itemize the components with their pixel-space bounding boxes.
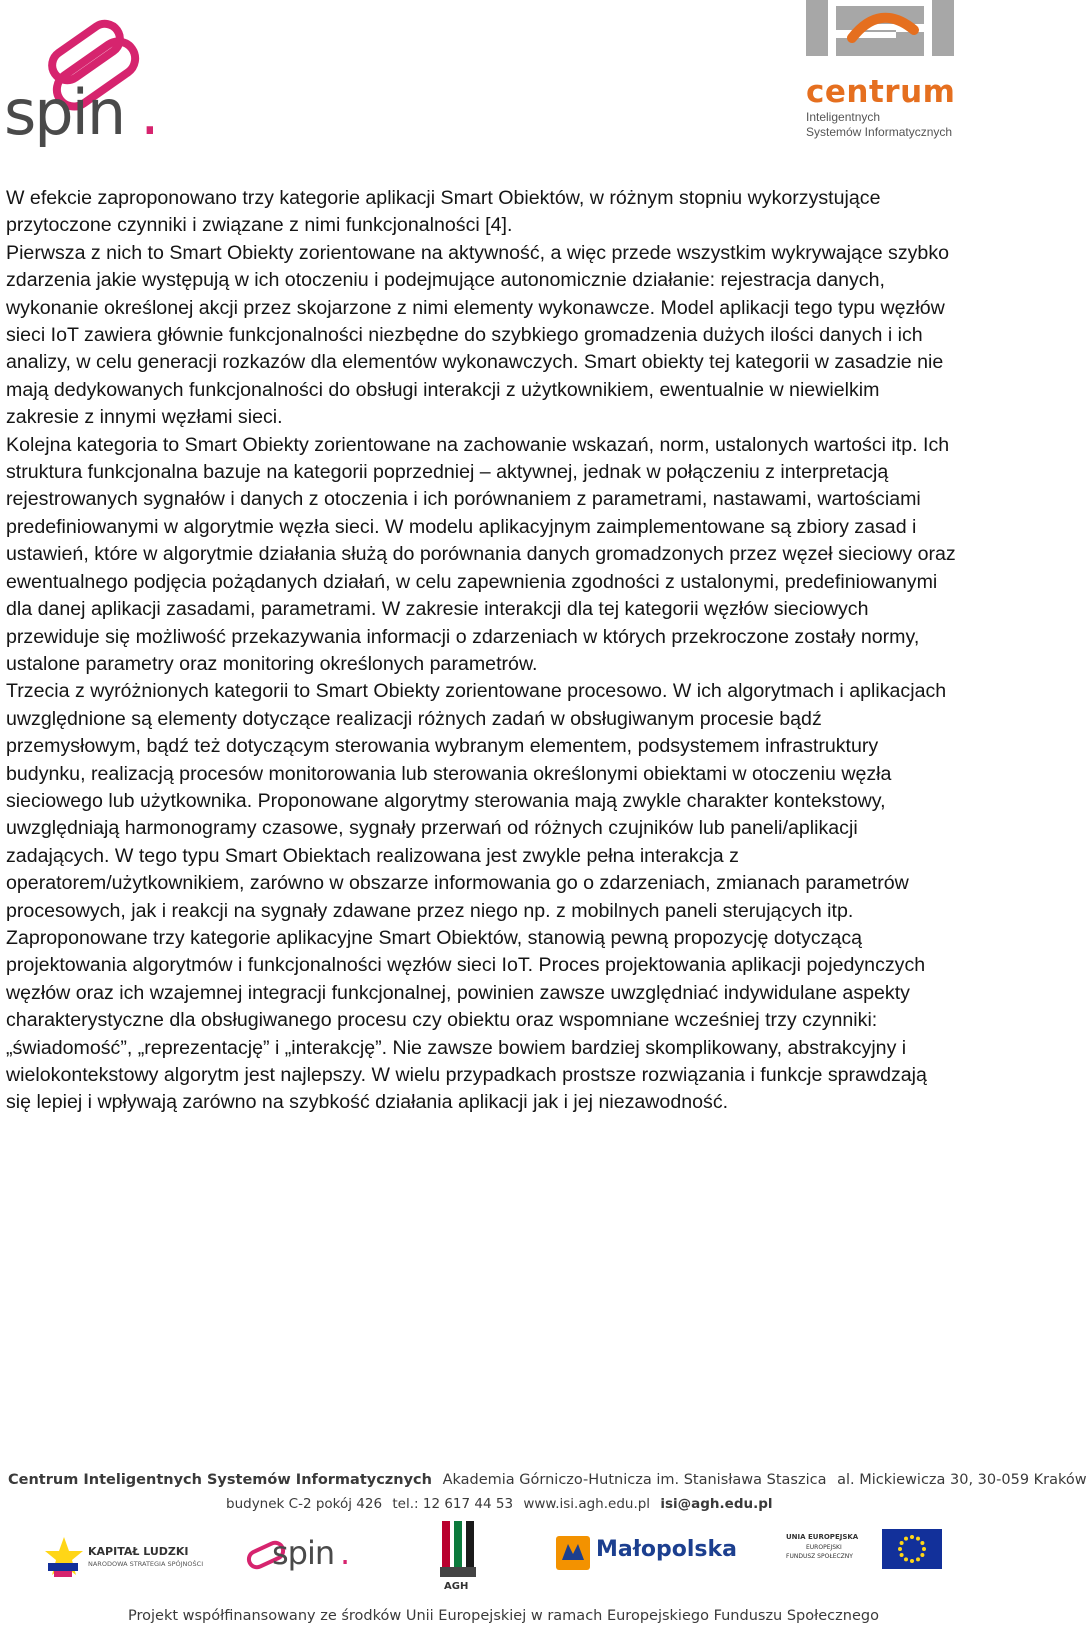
- eu-flag-icon: [882, 1529, 942, 1569]
- footer-email: isi@agh.edu.pl: [660, 1496, 773, 1512]
- spin-small-text: spin: [272, 1534, 335, 1572]
- kapital-ludzki-title: KAPITAŁ LUDZKI: [88, 1545, 189, 1558]
- footer-org-name: Centrum Inteligentnych Systemów Informatycznych: [8, 1472, 432, 1488]
- footer-contact-line: [226, 1496, 773, 1512]
- agh-crest-icon: [440, 1517, 476, 1579]
- footer-phone: tel.: 12 617 44 53: [392, 1496, 514, 1512]
- paragraph: Kolejna kategoria to Smart Obiekty zorientowane na zachowanie wskazań, norm, ustalonych wartości itp. Ich struktura funkcjonalna bazuje na kategorii poprzedniej – aktywnej, jednak w połączeniu z interpretacją rejestrowanych sygnałów i danych z otoczenia i ich porównaniem z parametrami, nastawami, wartościami predefiniowanymi w algorytmie węzła sieci. W modelu aplikacyjnym zaimplementowane są zbiory zasad i ustawień, które w algorytmie działania służą do porównania danych gromadzonych przez węzeł sieciowy oraz ewentualnego podjęcia pożądanych działań, w celu zapewnienia zgodności z ustalonymi, predefiniowanymi dla danej aplikacji zasadami, parametrami. W zakresie interakcji dla tej kategorii węzłów sieciowych przewiduje się możliwość przekazywania informacji o zdarzeniach w których przekroczone zostały normy, ustalone parametry oraz monitoring określonych parametrów.: [6, 433, 956, 675]
- isi-subtitle-line1: Inteligentnych: [806, 110, 881, 124]
- footer-address: al. Mickiewicza 30, 30-059 Kraków: [837, 1472, 1087, 1488]
- paragraph: Trzecia z wyróżnionych kategorii to Smart Obiekty zorientowane procesowo. W ich algorytmach i aplikacjach uwzględnione są elementy dotyczące realizacji różnych zadań w obsługiwanym procesie bądź przemysłowym, bądź też dotyczącym sterowania wybranym elementem, podsystemem infrastruktury budynku, realizacją procesów monitorowania lub sterowania określonymi obiektami w otoczeniu węzła sieciowego lub użytkownika. Proponowane algorytmy sterowania mają zwykle charakter kontekstowy, uwzględniają harmonogramy czasowe, sygnały przerwań od różnych czujników lub paneli/aplikacji zadających. W tego typu Smart Obiektach realizowana jest zwykle pełna interakcja z operatorem/użytkownikiem, zarówno w obszarze informowania go o zdarzeniach, zmianach parametrów procesowych, jak i reakcji na sygnały zdawane przez niego np. z mobilnych paneli sterujących itp.: [6, 680, 947, 922]
- spin-logo-text: spin: [4, 76, 125, 149]
- page-footer: [0, 1465, 1087, 1629]
- funding-note: Projekt współfinansowany ze środków Unii Europejskiej w ramach Europejskiego Funduszu Społecznego: [128, 1608, 879, 1624]
- star-icon: [44, 1535, 84, 1579]
- footer-room: budynek C-2 pokój 426: [226, 1496, 383, 1512]
- eu-label-line3: FUNDUSZ SPOŁECZNY: [786, 1553, 853, 1560]
- spin-small-logo: [244, 1533, 354, 1577]
- eu-logo: [786, 1527, 956, 1583]
- malopolska-label: Małopolska: [596, 1537, 737, 1562]
- isi-subtitle: [806, 110, 952, 140]
- spin-logo: [0, 4, 160, 154]
- isi-subtitle-line2: Systemów Informatycznych: [806, 125, 953, 139]
- footer-website: www.isi.agh.edu.pl: [523, 1496, 651, 1512]
- footer-university: Akademia Górniczo-Hutnicza im. Stanisława Staszica: [442, 1472, 827, 1488]
- page-header: [0, 0, 960, 160]
- paragraph: Pierwsza z nich to Smart Obiekty zorientowane na aktywność, a więc przede wszystkim wykrywające szybko zdarzenia jakie występują w ich otoczeniu i podejmujące autonomicznie działanie: rejestracja danych, wykonanie określonej akcji przez skojarzone z nimi elementy wykonawcze. Model aplikacji tego typu węzłów sieci IoT zawiera głównie funkcjonalności niezbędne do szybkiego gromadzenia dużych ilości danych i ich analizy, w celu generacji rozkazów dla elementów wykonawczych. Smart obiekty tej kategorii w zasadzie nie mają dedykowanych funkcjonalności do obsługi interakcji z użytkownikiem, ewentualnie w niewielkim zakresie z innymi węzłami sieci.: [6, 241, 950, 429]
- isi-logo-icon: [800, 0, 960, 72]
- spin-logo-dot: .: [140, 76, 160, 149]
- kapital-ludzki-logo: [44, 1529, 204, 1589]
- malopolska-logo: [556, 1531, 737, 1577]
- isi-wordmark: centrum: [806, 74, 956, 110]
- paragraph: Zaproponowane trzy kategorie aplikacyjne Smart Obiektów, stanowią pewną propozycję dotyczącą projektowania algorytmów i funkcjonalności węzłów sieci IoT. Proces projektowania aplikacji pojedynczych węzłów oraz ich wzajemnej integracji funkcjonalnej, powinien zawsze uwzględniać indywidulane aspekty charakterystyczne dla obsługiwanego procesu czy obiektu oraz wspomniane wcześniej trzy czynniki: „świadomość”, „reprezentację” i „interakcję”. Nie zawsze bowiem bardziej skomplikowany, abstrakcyjny i wielokontekstowy algorytm jest najlepszy. W wielu przypadkach prostsze rozwiązania i funkcje sprawdzają się lepiej i wpływają zarówno na szybkość działania aplikacji jak i jej niezawodność.: [6, 926, 927, 1114]
- spin-small-dot: .: [340, 1534, 351, 1572]
- eu-label-line2: EUROPEJSKI: [806, 1544, 842, 1551]
- agh-label: AGH: [444, 1581, 469, 1592]
- malopolska-emblem-icon: [556, 1536, 590, 1570]
- paragraph: W efekcie zaproponowano trzy kategorie aplikacji Smart Obiektów, w różnym stopniu wykorzystujące przytoczone czynniki i związane z nimi funkcjonalności [4].: [6, 187, 881, 237]
- document-body: [6, 185, 956, 1117]
- eu-label-line1: UNIA EUROPEJSKA: [786, 1533, 859, 1541]
- sponsor-logos: [0, 1515, 960, 1601]
- agh-logo: [440, 1517, 476, 1599]
- footer-address-line: [8, 1472, 1087, 1488]
- kapital-ludzki-subtitle: NARODOWA STRATEGIA SPÓJNOŚCI: [88, 1560, 204, 1568]
